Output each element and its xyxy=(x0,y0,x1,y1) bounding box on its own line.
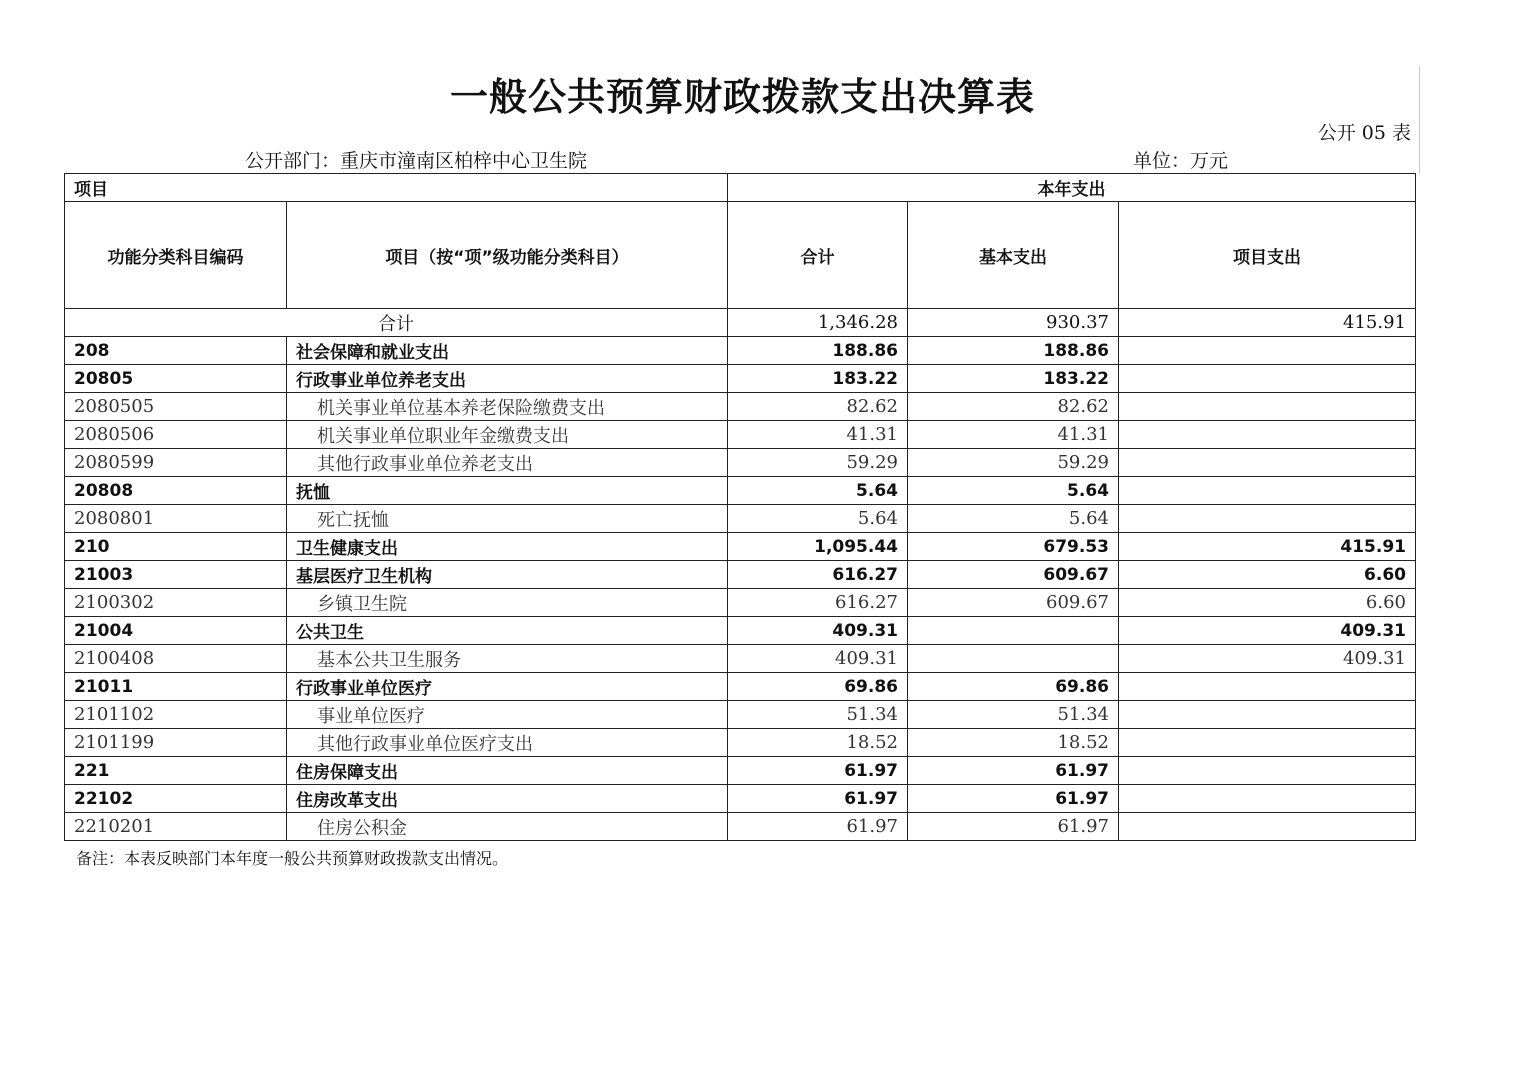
header-row-1 xyxy=(65,174,1416,202)
row-basic: 69.86 xyxy=(908,673,1119,701)
row-basic: 5.64 xyxy=(908,477,1119,505)
row-basic: 679.53 xyxy=(908,533,1119,561)
row-basic: 82.62 xyxy=(908,393,1119,421)
table-row xyxy=(65,673,1416,701)
row-total: 5.64 xyxy=(728,477,908,505)
table-row xyxy=(65,365,1416,393)
row-total: 188.86 xyxy=(728,337,908,365)
table-row xyxy=(65,477,1416,505)
row-basic: 183.22 xyxy=(908,365,1119,393)
row-code: 2101102 xyxy=(65,701,287,729)
row-basic xyxy=(908,645,1119,673)
row-item-name: 行政事业单位养老支出 xyxy=(287,365,728,393)
row-code: 221 xyxy=(65,757,287,785)
total-row xyxy=(65,309,1416,337)
row-code: 2101199 xyxy=(65,729,287,757)
row-item-name: 基本公共卫生服务 xyxy=(287,645,728,673)
row-total: 61.97 xyxy=(728,757,908,785)
row-code: 2080506 xyxy=(65,421,287,449)
row-project: 6.60 xyxy=(1119,589,1416,617)
row-item-name: 住房改革支出 xyxy=(287,785,728,813)
header-project-expenditure: 项目支出 xyxy=(1119,202,1416,309)
row-basic: 61.97 xyxy=(908,813,1119,841)
header-project: 项目 xyxy=(65,174,728,202)
row-item-name: 其他行政事业单位医疗支出 xyxy=(287,729,728,757)
row-total: 61.97 xyxy=(728,785,908,813)
total-project: 415.91 xyxy=(1119,309,1416,337)
expenditure-table xyxy=(64,173,1416,841)
table-row xyxy=(65,813,1416,841)
row-total: 5.64 xyxy=(728,505,908,533)
form-number: 公开 05 表 xyxy=(1317,122,1411,144)
row-project: 6.60 xyxy=(1119,561,1416,589)
row-code: 2080801 xyxy=(65,505,287,533)
row-item-name: 乡镇卫生院 xyxy=(287,589,728,617)
margin-divider xyxy=(1419,66,1420,174)
row-project xyxy=(1119,449,1416,477)
row-item-name: 基层医疗卫生机构 xyxy=(287,561,728,589)
row-total: 616.27 xyxy=(728,561,908,589)
table-row xyxy=(65,729,1416,757)
page-title: 一般公共预算财政拨款支出决算表 xyxy=(449,75,1035,119)
table-row xyxy=(65,393,1416,421)
row-code: 2080599 xyxy=(65,449,287,477)
row-project xyxy=(1119,673,1416,701)
row-item-name: 机关事业单位职业年金缴费支出 xyxy=(287,421,728,449)
table-row xyxy=(65,561,1416,589)
row-total: 1,095.44 xyxy=(728,533,908,561)
row-code: 2210201 xyxy=(65,813,287,841)
header-total: 合计 xyxy=(728,202,908,309)
row-code: 21004 xyxy=(65,617,287,645)
table-row xyxy=(65,505,1416,533)
footnote: 备注：本表反映部门本年度一般公共预算财政拨款支出情况。 xyxy=(76,849,509,868)
row-code: 20808 xyxy=(65,477,287,505)
row-total: 59.29 xyxy=(728,449,908,477)
row-project xyxy=(1119,505,1416,533)
header-row-2 xyxy=(65,202,1416,309)
row-project: 415.91 xyxy=(1119,533,1416,561)
row-item-name: 抚恤 xyxy=(287,477,728,505)
row-basic: 609.67 xyxy=(908,589,1119,617)
row-total: 61.97 xyxy=(728,813,908,841)
row-total: 409.31 xyxy=(728,617,908,645)
row-code: 208 xyxy=(65,337,287,365)
row-project xyxy=(1119,477,1416,505)
table-row xyxy=(65,757,1416,785)
total-basic: 930.37 xyxy=(908,309,1119,337)
row-item-name: 其他行政事业单位养老支出 xyxy=(287,449,728,477)
row-basic: 41.31 xyxy=(908,421,1119,449)
row-project xyxy=(1119,701,1416,729)
row-code: 2100408 xyxy=(65,645,287,673)
row-item-name: 卫生健康支出 xyxy=(287,533,728,561)
header-code: 功能分类科目编码 xyxy=(65,202,287,309)
row-total: 183.22 xyxy=(728,365,908,393)
row-basic: 18.52 xyxy=(908,729,1119,757)
row-item-name: 行政事业单位医疗 xyxy=(287,673,728,701)
row-basic xyxy=(908,617,1119,645)
row-code: 2080505 xyxy=(65,393,287,421)
row-total: 82.62 xyxy=(728,393,908,421)
row-project xyxy=(1119,813,1416,841)
row-basic: 61.97 xyxy=(908,785,1119,813)
table-row xyxy=(65,421,1416,449)
row-item-name: 公共卫生 xyxy=(287,617,728,645)
row-code: 2100302 xyxy=(65,589,287,617)
row-code: 21003 xyxy=(65,561,287,589)
row-code: 21011 xyxy=(65,673,287,701)
row-item-name: 住房公积金 xyxy=(287,813,728,841)
row-total: 616.27 xyxy=(728,589,908,617)
table-row xyxy=(65,785,1416,813)
table-row xyxy=(65,533,1416,561)
table-row xyxy=(65,701,1416,729)
row-project xyxy=(1119,393,1416,421)
table-row xyxy=(65,645,1416,673)
row-code: 22102 xyxy=(65,785,287,813)
row-basic: 59.29 xyxy=(908,449,1119,477)
row-item-name: 机关事业单位基本养老保险缴费支出 xyxy=(287,393,728,421)
table-row xyxy=(65,337,1416,365)
row-basic: 51.34 xyxy=(908,701,1119,729)
total-amount: 1,346.28 xyxy=(728,309,908,337)
unit-label: 单位：万元 xyxy=(1133,150,1229,172)
row-project xyxy=(1119,729,1416,757)
row-basic: 5.64 xyxy=(908,505,1119,533)
row-basic: 61.97 xyxy=(908,757,1119,785)
total-label: 合计 xyxy=(65,309,728,337)
row-project xyxy=(1119,337,1416,365)
row-item-name: 社会保障和就业支出 xyxy=(287,337,728,365)
row-total: 51.34 xyxy=(728,701,908,729)
row-item-name: 住房保障支出 xyxy=(287,757,728,785)
row-total: 41.31 xyxy=(728,421,908,449)
row-total: 409.31 xyxy=(728,645,908,673)
row-item-name: 死亡抚恤 xyxy=(287,505,728,533)
header-current-year: 本年支出 xyxy=(728,174,1416,202)
row-code: 210 xyxy=(65,533,287,561)
row-total: 18.52 xyxy=(728,729,908,757)
table-row xyxy=(65,589,1416,617)
row-basic: 609.67 xyxy=(908,561,1119,589)
row-project xyxy=(1119,785,1416,813)
row-basic: 188.86 xyxy=(908,337,1119,365)
row-item-name: 事业单位医疗 xyxy=(287,701,728,729)
row-project: 409.31 xyxy=(1119,617,1416,645)
header-item: 项目（按“项”级功能分类科目） xyxy=(287,202,728,309)
header-basic: 基本支出 xyxy=(908,202,1119,309)
table-row xyxy=(65,617,1416,645)
row-total: 69.86 xyxy=(728,673,908,701)
row-project: 409.31 xyxy=(1119,645,1416,673)
row-project xyxy=(1119,365,1416,393)
row-project xyxy=(1119,757,1416,785)
row-project xyxy=(1119,421,1416,449)
table-row xyxy=(65,449,1416,477)
row-code: 20805 xyxy=(65,365,287,393)
department-label: 公开部门：重庆市潼南区柏梓中心卫生院 xyxy=(245,150,588,172)
